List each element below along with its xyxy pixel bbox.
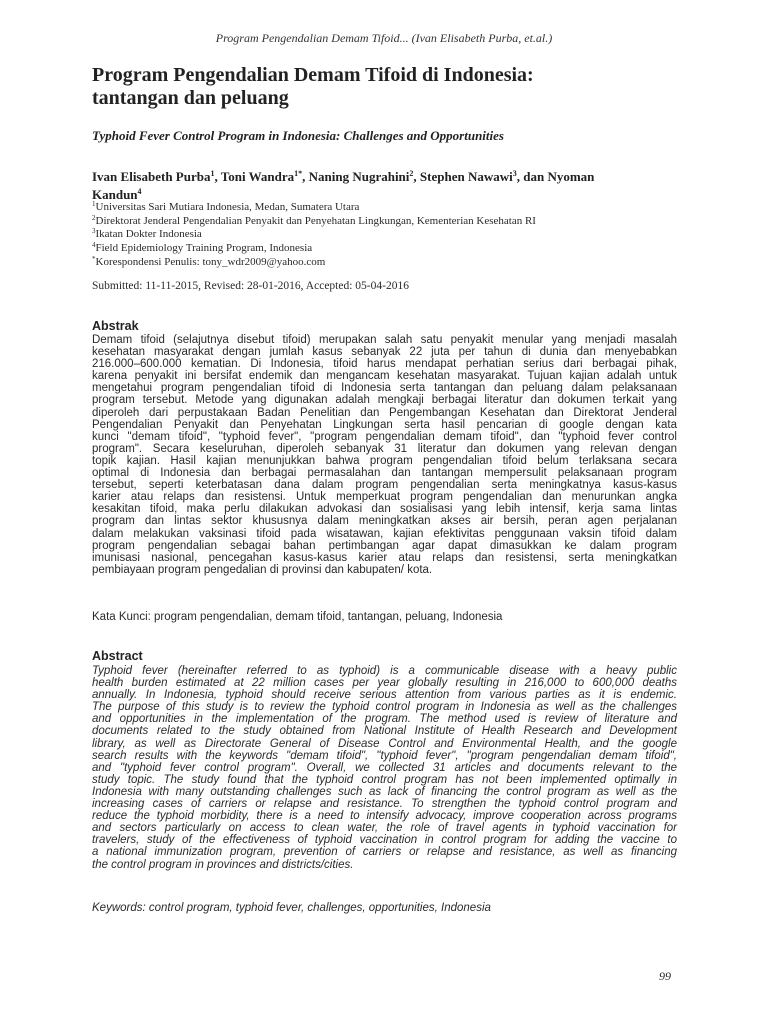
author-sup: 1 bbox=[210, 169, 215, 178]
paragraph-line: dalam melakukan vaksinasi tifoid pada wisatawan, kajian efektivitas penggunaan vaksin tifoid dalam bbox=[92, 527, 677, 540]
page-number: 99 bbox=[659, 969, 671, 983]
paragraph-line: program". Secara keseluruhan, diperoleh sebanyak 31 literatur dan dokumen yang relevan dengan bbox=[92, 442, 677, 455]
paragraph-line: Indonesia with many outstanding challenges such as lack of financing the control program as well as the bbox=[92, 785, 677, 798]
affiliation-sup: * bbox=[92, 254, 96, 263]
abstract-keywords: Keywords: control program, typhoid fever, challenges, opportunities, Indonesia bbox=[92, 902, 491, 914]
paragraph-line: library, as well as Directorate General of Disease Control and Environmental Health, and the google bbox=[92, 737, 677, 750]
paragraph-line: program tersebut. Metode yang digunakan adalah mengkaji berbagai literatur dan dokumen terkait yang bbox=[92, 394, 677, 407]
paragraph-line: Demam tifoid (selajutnya disebut tifoid) merupakan salah satu penyakit menular yang menjadi masalah bbox=[92, 334, 677, 346]
affiliation-sup: 1 bbox=[92, 200, 96, 208]
paragraph-line: documents related to the study obtained from National Institute of Health Research and Development bbox=[92, 725, 677, 738]
paragraph-line: 216.000–600.000 kematian. Di Indonesia, tifoid harus mendapat perhatian serius dari berbagai pihak, bbox=[92, 358, 677, 371]
author-name: Kandun bbox=[92, 187, 138, 202]
paragraph-line: travelers, study of the effectiveness of typhoid vaccination in control program for adding the vaccine to bbox=[92, 834, 677, 847]
paragraph-line: kesakitan tifoid, maka perlu dilakukan advokasi dan sosialisasi yang lebih intensif, kerja sama lintas bbox=[92, 503, 677, 516]
author-name: Toni Wandra bbox=[220, 169, 295, 184]
paragraph-line: kunci "demam tifoid", "typhoid fever", "program pengendalian demam tifoid", dan "typhoid fever control bbox=[92, 430, 677, 443]
paragraph-line: tersebut, seperti keterbatasan dana dalam program pengendalian serta meningkatnya kasus-kasus bbox=[92, 479, 677, 492]
paragraph-line: study topic. The study found that the typhoid control program has not been implemented optimally in bbox=[92, 773, 677, 786]
author-sup: 1* bbox=[294, 169, 303, 178]
paragraph-line: karena penyakit ini bersifat endemik dan mengancam kesehatan masyarakat. Tujuan kajian adalah untuk bbox=[92, 370, 677, 383]
article-title bbox=[92, 64, 692, 110]
affiliation-item bbox=[92, 215, 692, 229]
author-sup: 4 bbox=[137, 187, 142, 196]
affiliation-sup: 3 bbox=[92, 227, 96, 236]
abstract-body bbox=[92, 665, 677, 871]
author-sup: 3 bbox=[512, 169, 517, 178]
author-sup: 2 bbox=[409, 169, 414, 178]
paragraph-line: kesehatan masyarakat dengan jumlah kasus sebanyak 22 juta per tahun di dunia dan menyebabkan bbox=[92, 346, 677, 359]
paragraph-line: and "typhoid fever control program". Overall, we collected 31 articles and documents relevant to the bbox=[92, 761, 677, 774]
paragraph-line: increasing cases of carriers or relapse and resistance. To strengthen the typhoid control program and bbox=[92, 798, 677, 811]
paragraph-line: The purpose of this study is to review the typhoid control program in Indonesia as well as the challenges bbox=[92, 701, 677, 714]
affiliation-text: Direktorat Jenderal Pengendalian Penyakit dan Penyehatan Lingkungan, Kementerian Kesehatan RI bbox=[95, 214, 536, 227]
abstract-heading: Abstract bbox=[92, 649, 143, 663]
paragraph-line: Typhoid fever (hereinafter referred to as typhoid) is a communicable disease with a heavy public bbox=[92, 665, 677, 677]
paragraph-line: the control program in provinces and districts/cities. bbox=[92, 858, 354, 871]
affiliation-item bbox=[92, 256, 692, 270]
affiliation-sup: 2 bbox=[92, 213, 96, 222]
article-subtitle: Typhoid Fever Control Program in Indonesia: Challenges and Opportunities bbox=[92, 128, 504, 143]
paragraph-line: search results with the keywords "demam tifoid", "typhoid fever", "program pengendalian demam tifoid", bbox=[92, 749, 677, 762]
affiliation-item bbox=[92, 201, 692, 215]
affiliation-text: Universitas Sari Mutiara Indonesia, Medan, Sumatera Utara bbox=[95, 201, 360, 213]
article-title-line-2: tantangan dan peluang bbox=[92, 87, 289, 109]
paragraph-line: diperoleh dari perpustakaan Badan Penelitian dan Pengembangan Kesehatan dan Direktorat Jenderal bbox=[92, 406, 677, 419]
paragraph-line: program pengendalian sebagai bahan pertimbangan agar dapat dimasukkan ke dalam program bbox=[92, 539, 677, 552]
paragraph-line: and opportunities in the implementation of the program. The method used is review of literature and bbox=[92, 713, 677, 726]
paragraph-line: pembiayaan program pengedalian di provinsi dan kabupaten/ kota. bbox=[92, 563, 433, 576]
author-name: dan Nyoman bbox=[523, 169, 595, 184]
affiliation-item bbox=[92, 242, 692, 256]
author-name: Ivan Elisabeth Purba bbox=[92, 169, 211, 184]
article-title-line-1: Program Pengendalian Demam Tifoid di Indonesia: bbox=[92, 64, 534, 86]
abstrak-body bbox=[92, 334, 677, 576]
paragraph-line: and sectors particularly on access to clean water, the role of travel agents in typhoid vaccination for bbox=[92, 822, 677, 835]
affiliation-item bbox=[92, 228, 692, 242]
paragraph-line: program dan lintas sektor khususnya dalam meningkatkan akses air bersih, peran agen perjalanan bbox=[92, 515, 677, 528]
affiliation-text: Field Epidemiology Training Program, Indonesia bbox=[95, 242, 313, 255]
paragraph-line: karier atau relaps dan resistensi. Untuk memperkuat program pengendalian dan menurunkan angka bbox=[92, 491, 677, 504]
paragraph-line: mengetahui program pengendalian tifoid di Indonesia serta tantangan dan peluang dalam pelaksanaan bbox=[92, 382, 677, 395]
paragraph-line: health burden estimated at 22 million cases per year globally resulting in 216,000 to 600,000 deaths bbox=[92, 677, 677, 690]
paragraph-line: imunisasi nasional, pencegahan kasus-kasus karier atau relaps dan resistensi, serta meningkatkan bbox=[92, 551, 677, 564]
paragraph-line: Pengendalian Penyakit dan Penyehatan Lingkungan serta hasil pencarian di google dengan kata bbox=[92, 418, 677, 431]
running-head: Program Pengendalian Demam Tifoid... (Ivan Elisabeth Purba, et.al.) bbox=[215, 31, 553, 45]
correspondence-email[interactable]: Korespondensi Penulis: tony_wdr2009@yahoo.com bbox=[95, 255, 326, 268]
paragraph-line: reduce the typhoid morbidity, there is a need to intensify advocacy, improve cooperation across programs bbox=[92, 810, 677, 823]
author-name: Naning Nugrahini bbox=[308, 169, 410, 184]
abstrak-keywords: Kata Kunci: program pengendalian, demam tifoid, tantangan, peluang, Indonesia bbox=[92, 611, 503, 623]
paragraph-line: optimal di Indonesia dan berbagai permasalahan dan tantangan mempersulit pelaksanaan program bbox=[92, 467, 677, 480]
affiliation-sup: 4 bbox=[92, 241, 96, 250]
paragraph-line: annually. In Indonesia, typhoid should receive serious attention from various parties as it is endemic. bbox=[92, 689, 677, 702]
author-name: Stephen Nawawi bbox=[419, 169, 513, 184]
abstrak-heading: Abstrak bbox=[92, 319, 139, 333]
submission-dates: Submitted: 11-11-2015, Revised: 28-01-2016, Accepted: 05-04-2016 bbox=[92, 280, 409, 292]
author-list: Ivan Elisabeth Purba$^1$, Toni Wandra$^{1*}$, Naning Nugrahini$^2$, Stephen Nawawi$^3$, dan Nyoman Kandun$^4$ bbox=[92, 169, 595, 202]
affiliation-text: Ikatan Dokter Indonesia bbox=[95, 228, 202, 241]
affiliation-list bbox=[92, 201, 692, 270]
paragraph-line: a national immunization program, prevention of carriers or relapse and resistance, as well as financing bbox=[92, 846, 677, 859]
paragraph-line: topik kajian. Hasil kajian menunjukkan bahwa program pengendalian tifoid belum terlaksana secara bbox=[92, 454, 677, 467]
